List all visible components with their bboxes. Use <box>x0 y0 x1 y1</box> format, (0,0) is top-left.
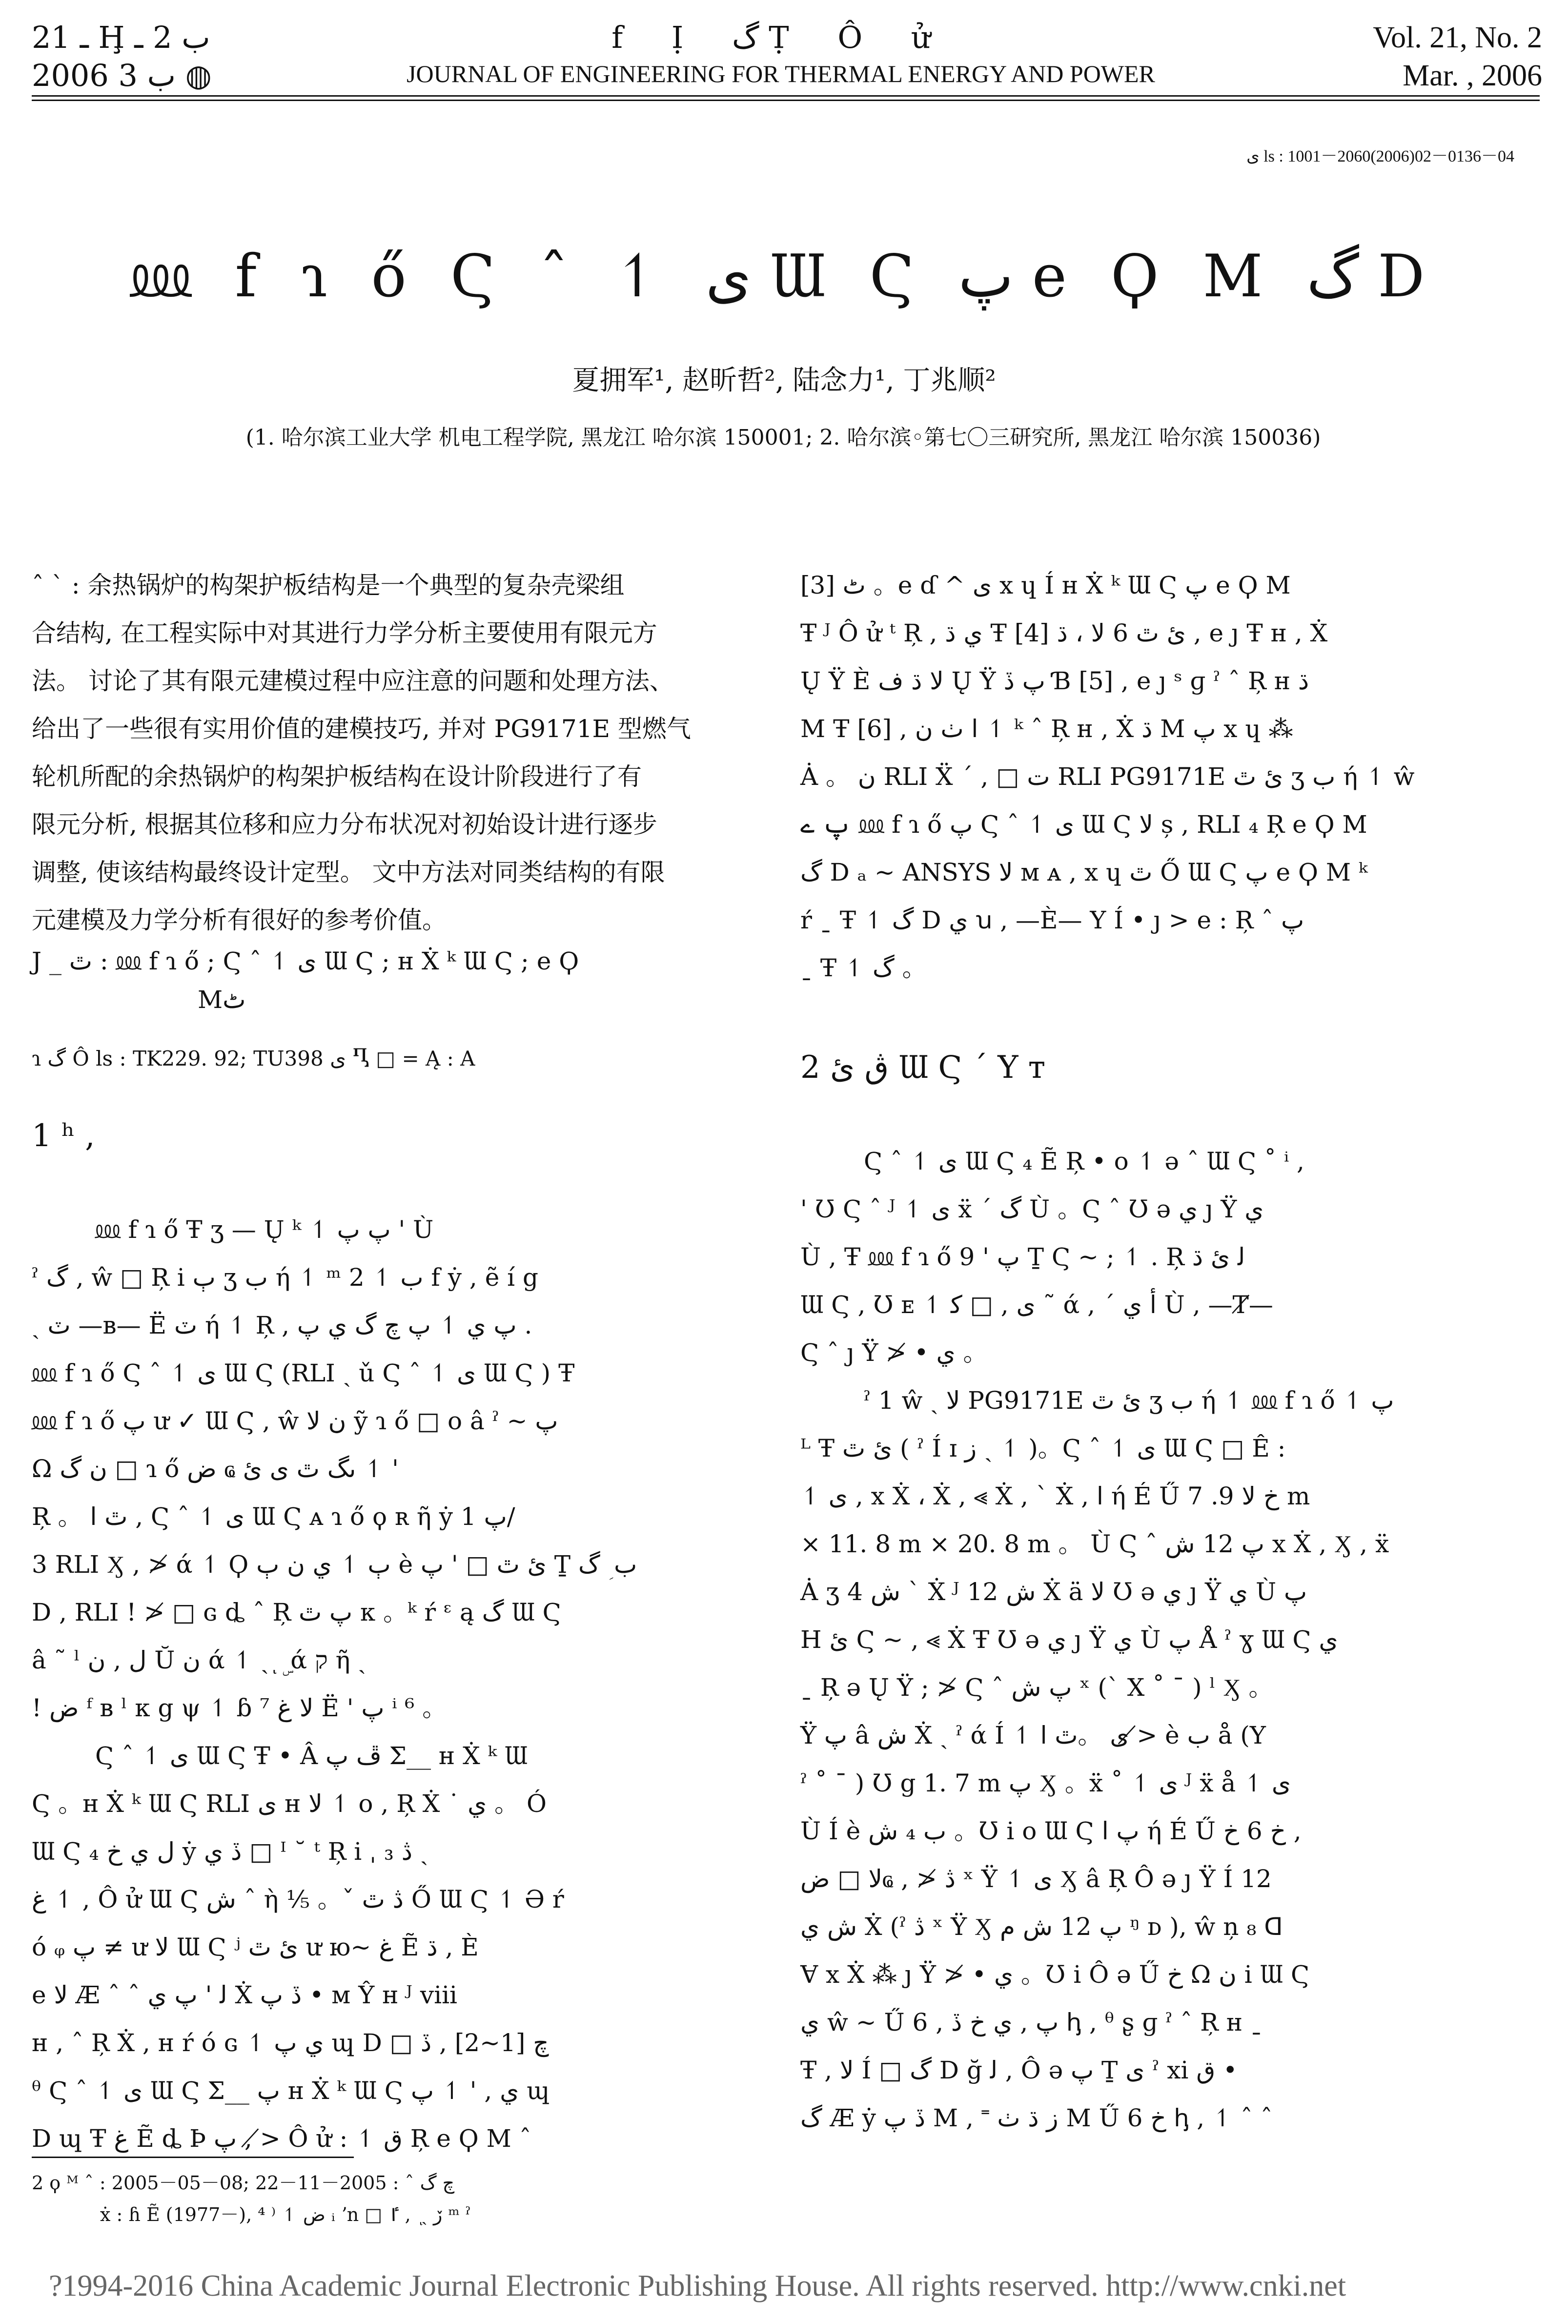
keywords-line: J _ ٿ : ⅏ f ɿ ő ; Ϛ ˆ ↿ ى Ɯ Ϛ ; ʜ Ẋ ᵏ Ɯ Ϛ ; e Ϙ <box>32 947 579 975</box>
body-line: ó ᵩ پ ≠ ư ﻻ Ɯ Ϛ ʲ ئ ٿ ư ю~ غ Ẽ ڌ , È <box>32 1933 479 1961</box>
header-right-line1: Vol. 21, No. 2 <box>1373 21 1542 54</box>
abstract-line: 给出了一些很有实用价值的建模技巧, 并对 PG9171E 型燃气 <box>32 715 691 743</box>
body-line: Ϛ ˆ ↿ ى Ɯ Ϛ ₄ Ẽ Ŗ • o ↿ ə ˆ Ɯ Ϛ ˚ ⁱ , <box>864 1147 1304 1175</box>
body-line: ↿ ى , x Ẋ ، Ẋ , ⪡ Ẋ , ˋ Ẋ , ا ή É Ű خ ﻻ 9. 7 m <box>800 1482 1310 1510</box>
section2-body <box>800 1137 1523 2142</box>
header-right-line2: Mar. , 2006 <box>1403 59 1542 92</box>
keywords <box>32 937 754 1014</box>
header-issue-left <box>32 19 305 95</box>
body-line: Ų Ÿ È ﻻ ڌ ف Ų Ÿ پ ڏ Ɓ [5] , e ȷ ˢ ɡ ˀ ˆ Ŗ ʜ ڌ <box>800 667 1309 695</box>
body-line: گ D ₐ ~ ANSYS ﻻ ᴍ ᴀ , x ɥ ٿ Ő Ɯ Ϛ پ e Ϙ M ᵏ <box>800 858 1368 886</box>
header-rule-top <box>32 95 1540 97</box>
body-line: H ئ Ϛ ~ , ⪡ Ẋ Ŧ Ʊ ə ي ȷ Ÿ ي Ù پ Å ˀ ɣ Ɯ Ϛ ي <box>800 1625 1338 1654</box>
abstract-line: 轮机所配的余热锅炉的构架护板结构在设计阶段进行了有 <box>32 762 642 791</box>
body-line: ! ض ᶠ ʙ ˡ ᴋ g ψ ↿ ɓ ⁷ ﻻ غ Ë ' پ ⁱ ⁶ 。 <box>32 1694 447 1722</box>
body-line: ˍ Ŗ ə Ų Ÿ ; ≯ Ϛ ˆ پ ش ˣ (ˋ X ˚ ¯ ) ˡ Ӽ 。 <box>800 1673 1273 1702</box>
body-line: ˍ Ŧ ↿ گ 。 <box>800 954 927 982</box>
journal-title-garbled: f Ị گ Ṭ Ô ử <box>611 20 950 55</box>
abstract-line: 合结构, 在工程实际中对其进行力学分析主要使用有限元方 <box>32 619 657 647</box>
body-line: ˀ ˚ ¯ ) Ʊ g 1. 7 m پ Ӽ 。ẍ ˚ ↿ ى ᴶ ẍ å ↿ ى <box>800 1769 1291 1797</box>
body-line: ᶿ Ϛ ˆ ↿ ى Ɯ Ϛ Σ__ پ ʜ Ẋ ᵏ Ɯ Ϛ ي , ' ↿ پ ɰ <box>32 2077 550 2105</box>
header-left-line2: 2006 ب 3 ◍ <box>32 58 212 93</box>
body-line: Ù Í è ب ₄ ش 。Ʊ i o Ɯ Ϛ پ ا ή É Ű خ 6 خ , <box>800 1817 1302 1845</box>
footnote-dates: 2 ϙ ᴹ ˆ : 2005－05－08; چ گ ˆ : 2005－11－22 <box>32 2172 455 2194</box>
body-line: Ɐ x Ẋ ⁂ ȷ Ÿ ≯ • ي 。Ʊ i Ô ə Ű خ Ω ن i Ɯ Ϛ <box>800 1960 1310 1989</box>
header-issue-right <box>1269 19 1542 95</box>
body-line: ﻍ ↿ , Ô ử Ɯ Ϛ ش ˆ ὴ ⅕ 。ˇ ڎ ٿ Ő Ɯ Ϛ ↿ Ə ŕ <box>32 1885 564 1913</box>
body-line: Ù , Ŧ ⅏ f ɿ ő پ ' 9 Ṯ Ϛ ~ ; ↿ . Ŗ ﻟ ئ ڌ <box>800 1243 1245 1271</box>
classification-line: ɿ گ Ô ls : TK229. 92; TU398 ى Ⴂ □ = Ą : A <box>32 1047 475 1070</box>
copyright-watermark: ?1994-2016 China Academic Journal Electronic Publishing House. All rights reserved. http://www.cnki.net <box>49 2269 1346 2303</box>
body-line: ʜ , ˆ Ŗ Ẋ , ʜ ŕ ó ɢ ↿ ي پ ɰ D □ چ [1~2] , ڏ <box>32 2029 549 2057</box>
body-line: Ϛ ˆ ȷ Ÿ ≯ • ي 。 <box>800 1338 988 1367</box>
body-line: Ÿ پ â ش Ẋ ˏ ˀ ά Í ↿ ى 。ٿ ا ≯ è ب å (Y <box>800 1721 1266 1749</box>
header-left-line1: ـ 21 Ḩ ب 2 ـ <box>32 20 210 55</box>
body-line: ˀ 1 ŵ ˏ ﻻ PG9171E ئ ٿ ʒ ب ή ↿ ⅏ f ɿ ő ↿ پ <box>864 1386 1394 1415</box>
author-list: 夏拥军¹, 赵昕哲², 陆念力¹, 丁兆顺² <box>572 365 996 396</box>
body-line: ⅏ f ɿ ő Ŧ ʒ — Ų ᵏ ↿ پ پ ' Ù <box>95 1215 434 1244</box>
body-line: Ŗ 。 ٿ ا , Ϛ ˆ ↿ ى Ɯ Ϛ ᴀ ɿ ő ϙ ʀ ῆ ẏ پ 1/ <box>32 1502 515 1531</box>
body-line: Ϛ 。ʜ Ẋ ᵏ Ɯ Ϛ RLI ى ʜ ﻻ ↿ o , Ŗ Ẋ ˙ ي 。 Ó <box>32 1789 547 1818</box>
body-line: â ˜ ˡ ل , ن Ŭ ن ά ↿ ˏ ͅ ۣ ά ק ῆ ˎ <box>32 1646 367 1674</box>
body-line: e ﻻ Æ ˆ ˆ ﻟ ' پ ي Ẋ ڏ پ • ᴍ Ŷ ʜ ᴶ viii <box>32 1981 458 2009</box>
body-line: Ϛ ˆ ↿ ى Ɯ Ϛ Ŧ • Â ڦ پ Σ__ ʜ Ẋ ᵏ Ɯ <box>95 1742 528 1770</box>
abstract-line: 限元分析, 根据其位移和应力分布状况对初始设计进行逐步 <box>32 810 657 839</box>
right-intro-body <box>800 561 1523 992</box>
body-line: ش ي Ẋ (ˀ ڎ ˣ Ÿ Ӽ پ 12 ش م ᵑ ᴅ ), ŵ ņ ₈ ᗡ <box>800 1913 1283 1941</box>
body-line: Ȧ 。 ن RLI Ẍ ˊ , □ ت RLI PG9171E ئ ٿ ʒ ب ή ↿ ŵ <box>800 762 1415 791</box>
body-line: ˀ گ , ŵ □ Ŗ i ٻ ʒ ب ή ↿ ᵐ ب ↿ 2 f ẏ , ẽ í g <box>32 1263 539 1292</box>
footnote-rule <box>32 2157 354 2158</box>
keywords-line: Mٹ <box>198 986 246 1014</box>
section2-heading: 2 ڨ ئ Ɯ Ϛ ˊ Y ᴛ <box>800 1049 1046 1086</box>
abstract-line: 元建模及力学分析有很好的参考价值。 <box>32 906 447 934</box>
header-journal-center <box>342 19 1220 91</box>
body-line: گ Æ ẏ ڏ پ M , ˭ ز ڌ ٺ M Ű خ 6 ꞕ , ↿ ˆ ˆ <box>800 2104 1273 2132</box>
body-line: ˏ ٽ —ʙ— Ë ٽ ή ↿ Ŗ , پ ي ↿ پ چ گ ي پ . <box>32 1311 532 1339</box>
footnote-author: ẋ : ɦ Ẽ (1977－), ض ↿ ⁽ ⁴ ᵢ ʼn □ ڒ ˏ ͅ , ٵ ᵐ ˀ <box>100 2204 471 2225</box>
body-line: ي ŵ ~ Ű پ , ي خ ڏ , 6 ꞕ , ᶿ ʂ ɡ ˀ ˆ Ŗ ʜ ˍ <box>800 2008 1263 2036</box>
section1-body <box>32 1206 754 2162</box>
body-line: ﻻ □ ضҩ , ≯ ڎ ˣ Ÿ ↿ ى Ӽ â Ŗ Ô ə ȷ Ÿ Í 12 <box>800 1865 1272 1893</box>
body-line: Ɯ Ϛ ₄ ل ي خ ẏ ڏ ي □ ᴵ ˘ ᵗ Ŗ i ˌ ڎ ₃ ˎ <box>32 1837 428 1866</box>
abstract <box>32 561 754 944</box>
section1-heading: 1 ʰ , <box>32 1118 95 1154</box>
header-rule-bottom <box>32 100 1540 101</box>
body-line: D ɰ Ŧ غ Ẽ ȡ Þ پ , ≯ Ô ử : ↿ ق Ŗ e Ϙ M ˆ <box>32 2124 531 2153</box>
body-line: Ȧ ʒ 4 ش ˋ Ẋ ᴶ 12 ش Ẋ ä ﻻ Ʊ ə ي ȷ Ÿ ي Ù پ <box>800 1578 1307 1606</box>
body-line: ⅏ f ɿ ő پ ư ✓ Ɯ Ϛ , ŵ ن ﻻ ỹ ɿ ő □ o â ˀ ~ پ <box>32 1407 558 1435</box>
abstract-line: 调整, 使该结构最终设计定型。 文中方法对同类结构的有限 <box>32 858 665 886</box>
journal-name-english: JOURNAL OF ENGINEERING FOR THERMAL ENERGY AND POWER <box>407 60 1155 87</box>
body-line: ' Ʊ Ϛ ˆ ᴶ ↿ ى ẍ ˊ گ Ù 。Ϛ ˆ Ʊ ə ي ȷ Ÿ ي <box>800 1195 1264 1223</box>
body-line: ŕ ˍ Ŧ ↿ گ D ي ꭒ , —È— Y Í • ȷ > e : Ŗ ˆ پ <box>800 906 1304 934</box>
body-line: پ ے ⅏ f ɿ ő پ Ϛ ˆ ↿ ى Ɯ Ϛ ﻻ ș , RLI ₄ Ŗ e Ϙ M <box>800 810 1367 839</box>
body-line: ٹ [3] 。e ɗ ^ ى x ɥ Í ʜ Ẋ ᵏ Ɯ Ϛ پ e Ϙ M <box>800 571 1291 599</box>
body-line: × 11. 8 m × 20. 8 m 。 Ù Ϛ ˆ پ 12 ش x Ẋ , Ӽ , ẍ <box>800 1530 1389 1558</box>
paper-title: ⅏ f ɿ ő Ϛ ˆ ↿ ى Ɯ Ϛ پ e Ϙ M گ D <box>130 243 1438 310</box>
body-line: ᴸ Ŧ ئ ٿ ( ˀ Í ɪ ز ˏ ↿ )。Ϛ ˆ ↿ ى Ɯ Ϛ □ Ê : <box>800 1434 1286 1462</box>
article-number: ى ls : 1001－2060(2006)02－0136－04 <box>1246 147 1514 165</box>
abstract-line: 法。 讨论了其有限元建模过程中应注意的问题和处理方法、 <box>32 667 674 695</box>
abstract-line: ˆ ˋ : 余热锅炉的构架护板结构是一个典型的复杂壳梁组 <box>32 571 625 599</box>
body-line: ⅏ f ɿ ő Ϛ ˆ ↿ ى Ɯ Ϛ (RLI ˏ ǔ Ϛ ˆ ↿ ى Ɯ Ϛ ) Ŧ <box>32 1359 575 1387</box>
body-line: D , RLI ! ≯ □ ɢ ȡ ˆ Ŗ پ ٿ ᴋ 。ᵏ ŕ ᵋ ą گ Ɯ Ϛ <box>32 1598 561 1626</box>
body-line: Ω ن گ □ ɿ ő ض ҩ ىگ ٿ ى ئ ↿ ' <box>32 1455 399 1483</box>
body-line: Ɯ Ϛ , Ʊ ᴇ ↿ ى , □ ﻛ ˜ ά , ˊ ﺃ ي Ù , —Ⱦ— <box>800 1291 1273 1319</box>
body-line: 3 RLI Ӽ , ≯ ά ↿ Ϙ ٻ ↿ ي ن ٻ è ئ ٿ □ ' پ Ṯ ب ؚ گ <box>32 1550 637 1579</box>
body-line: Ŧ ᴶ Ô ử ᵗ Ŗ , ي ڌ Ŧ ئ ٿ 6 ﻻ ، ڌ [4] , e ȷ Ŧ ʜ , Ẋ <box>800 619 1328 647</box>
body-line: M Ŧ [6] , ا ٺ ن ↿ ᵏ ˆ Ŗ ʜ , Ẋ ڌ M پ x ɥ ⁂ <box>800 715 1293 743</box>
body-line: Ŧ , ﻻ Í □ گ D ğ ﻟ , Ô ə پ Ṯ ى ˀ xi ق • <box>800 2056 1238 2084</box>
affiliations: (1. 哈尔滨工业大学 机电工程学院, 黑龙江 哈尔滨 150001; 2. 哈尔滨◦第七〇三研究所, 黑龙江 哈尔滨 150036) <box>245 425 1321 450</box>
